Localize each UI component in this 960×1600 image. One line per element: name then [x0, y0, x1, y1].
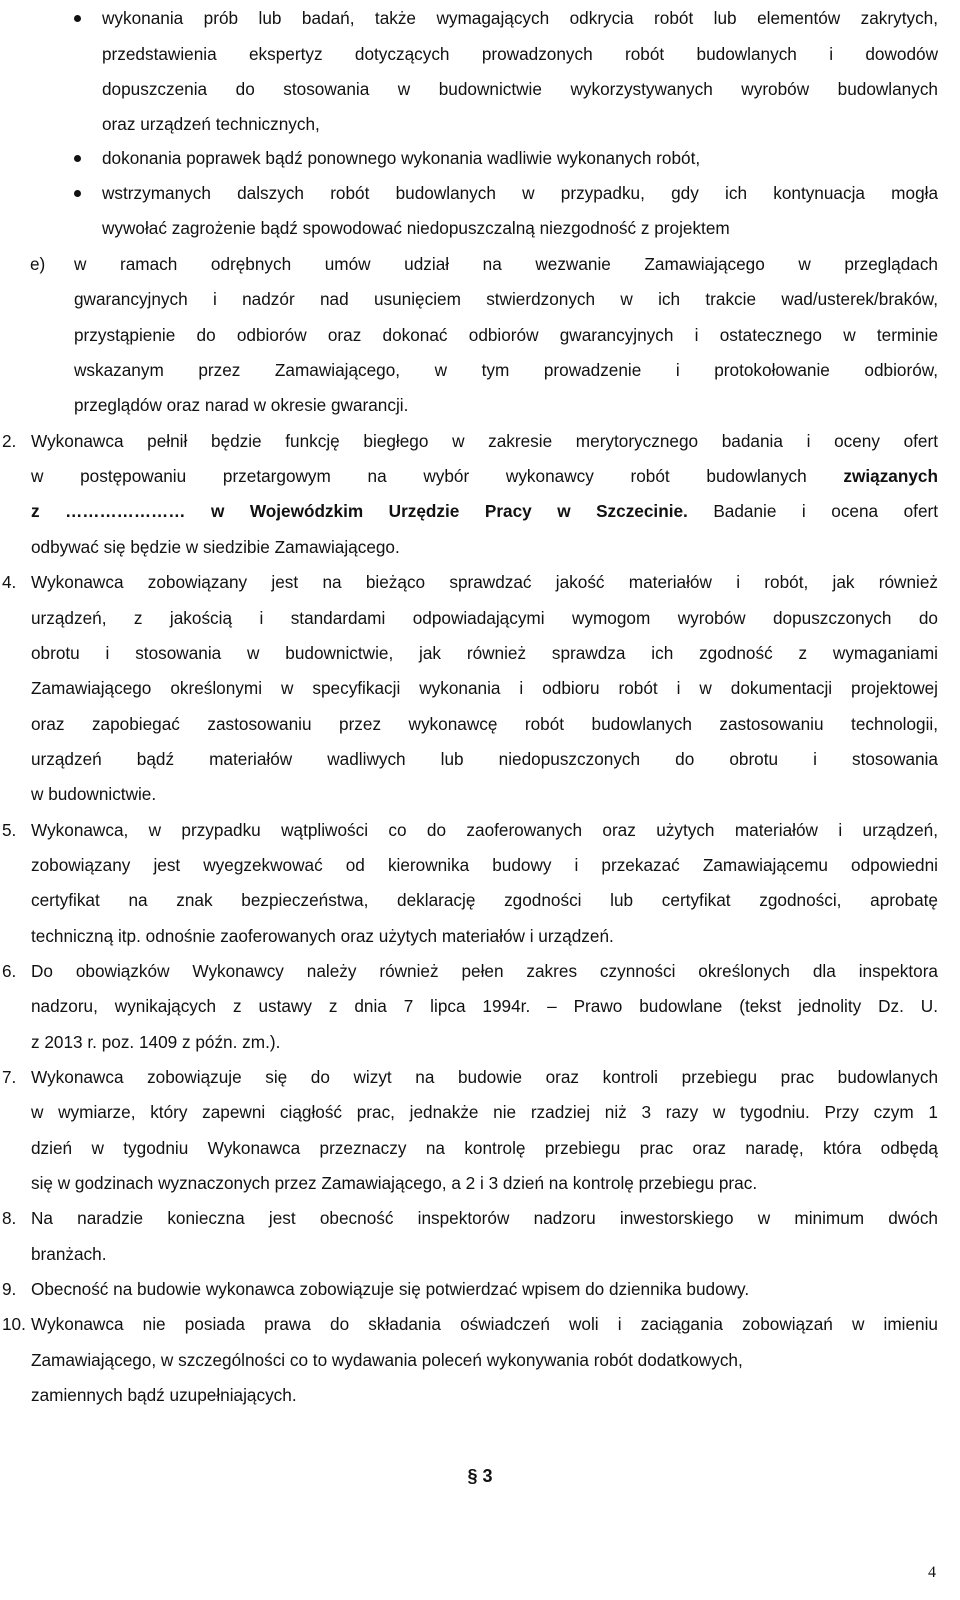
- item-10-line-3: zamiennych bądź uzupełniających.: [31, 1385, 297, 1405]
- item-4-line-4: Zamawiającego określonymi w specyfikacji wykonania i odbioru robót i w dokumentacji projektowej: [31, 678, 938, 698]
- item-5-label: 5.: [2, 820, 17, 840]
- bullet-1-line-1: wykonania prób lub badań, także wymagających odkrycia robót lub elementów zakrytych,: [102, 8, 938, 28]
- item-2-line-2-plain: w postępowaniu przetargowym na wybór wykonawcy robót budowlanych: [31, 466, 844, 486]
- item-8-line-1: Na naradzie konieczna jest obecność inspektorów nadzoru inwestorskiego w minimum dwóch: [31, 1208, 938, 1228]
- item-e-line-2: gwarancyjnych i nadzór nad usunięciem stwierdzonych w ich trakcie wad/usterek/braków,: [74, 289, 938, 309]
- bullet-2-line-1: dokonania poprawek bądź ponownego wykonania wadliwie wykonanych robót,: [102, 148, 701, 168]
- item-7-line-4: się w godzinach wyznaczonych przez Zamawiającego, a 2 i 3 dzień na kontrolę przebiegu prac.: [31, 1173, 758, 1193]
- item-e-line-4: wskazanym przez Zamawiającego, w tym prowadzenie i protokołowanie odbiorów,: [74, 360, 938, 380]
- item-2-line-3-bold: z ………………… w Wojewódzkim Urzędzie Pracy w Szczecinie.: [31, 501, 688, 521]
- section-heading: § 3: [467, 1466, 493, 1486]
- item-7-line-2: w wymiarze, który zapewni ciągłość prac, jednakże nie rzadziej niż 3 razy w tygodniu. Przy czym 1: [31, 1102, 938, 1122]
- item-5-line-3: certyfikat na znak bezpieczeństwa, deklarację zgodności lub certyfikat zgodności, aprobatę: [31, 890, 938, 910]
- item-10-line-2: Zamawiającego, w szczególności co to wydawania poleceń wykonywania robót dodatkowych,: [31, 1350, 743, 1370]
- bullet-1-line-3: dopuszczenia do stosowania w budownictwie wykorzystywanych wyrobów budowlanych: [102, 79, 938, 99]
- item-6-line-1: Do obowiązków Wykonawcy należy również pełen zakres czynności określonych dla inspektora: [31, 961, 938, 981]
- item-4-line-3: obrotu i stosowania w budownictwie, jak również sprawdza ich zgodność z wymaganiami: [31, 643, 938, 663]
- item-e-line-5: przeglądów oraz narad w okresie gwarancji.: [74, 395, 409, 415]
- item-2-line-4: odbywać się będzie w siedzibie Zamawiającego.: [31, 537, 400, 557]
- item-2-line-1: Wykonawca pełnił będzie funkcję biegłego w zakresie merytorycznego badania i oceny ofert: [31, 431, 938, 451]
- item-10-line-1: Wykonawca nie posiada prawa do składania oświadczeń woli i zaciągania zobowiązań w imieniu: [31, 1314, 938, 1334]
- item-2-line-2: [31, 466, 938, 486]
- bullet-dot: [74, 155, 81, 162]
- page-number: 4: [928, 1564, 936, 1581]
- item-2-line-2-bold: związanych: [843, 466, 938, 486]
- item-4-line-7: w budownictwie.: [31, 784, 157, 804]
- item-6-label: 6.: [2, 961, 17, 981]
- item-6-line-3: z 2013 r. poz. 1409 z późn. zm.).: [31, 1032, 281, 1052]
- item-9-label: 9.: [2, 1279, 17, 1299]
- bullet-dot: [74, 15, 81, 22]
- item-2-line-3-plain: Badanie i ocena ofert: [687, 501, 938, 521]
- item-7-line-1: Wykonawca zobowiązuje się do wizyt na budowie oraz kontroli przebiegu prac budowlanych: [31, 1067, 938, 1087]
- bullet-3-line-2: wywołać zagrożenie bądź spowodować niedopuszczalną niezgodność z projektem: [102, 218, 730, 238]
- item-2-line-3: [31, 501, 938, 521]
- item-8-line-2: branżach.: [31, 1244, 107, 1264]
- item-4-line-1: Wykonawca zobowiązany jest na bieżąco sprawdzać jakość materiałów i robót, jak również: [31, 572, 938, 592]
- bullet-3-line-1: wstrzymanych dalszych robót budowlanych w przypadku, gdy ich kontynuacja mogła: [102, 183, 938, 203]
- item-10-label: 10.: [2, 1314, 26, 1334]
- item-5-line-2: zobowiązany jest wyegzekwować od kierownika budowy i przekazać Zamawiającemu odpowiedni: [31, 855, 938, 875]
- item-4-line-2: urządzeń, z jakością i standardami odpowiadającymi wymogom wyrobów dopuszczonych do: [31, 608, 938, 628]
- bullet-1-line-4: oraz urządzeń technicznych,: [102, 114, 320, 134]
- item-e-line-3: przystąpienie do odbiorów oraz dokonać odbiorów gwarancyjnych i ostatecznego w terminie: [74, 325, 938, 345]
- item-6-line-2: nadzoru, wynikających z ustawy z dnia 7 lipca 1994r. – Prawo budowlane (tekst jednolity Dz. U.: [31, 996, 938, 1016]
- item-2-label: 2.: [2, 431, 17, 451]
- item-7-label: 7.: [2, 1067, 17, 1087]
- item-4-label: 4.: [2, 572, 17, 592]
- item-4-line-6: urządzeń bądź materiałów wadliwych lub niedopuszczonych do obrotu i stosowania: [31, 749, 938, 769]
- bullet-1-line-2: przedstawienia ekspertyz dotyczących prowadzonych robót budowlanych i dowodów: [102, 44, 938, 64]
- item-5-line-1: Wykonawca, w przypadku wątpliwości co do zaoferowanych oraz użytych materiałów i urządzeń,: [31, 820, 938, 840]
- item-7-line-3: dzień w tygodniu Wykonawca przeznaczy na kontrolę przebiegu prac oraz naradę, która odbędą: [31, 1138, 938, 1158]
- bullet-dot: [74, 190, 81, 197]
- item-8-label: 8.: [2, 1208, 17, 1228]
- item-5-line-4: techniczną itp. odnośnie zaoferowanych oraz użytych materiałów i urządzeń.: [31, 926, 614, 946]
- item-e-line-1: w ramach odrębnych umów udział na wezwanie Zamawiającego w przeglądach: [74, 254, 938, 274]
- item-9-line-1: Obecność na budowie wykonawca zobowiązuje się potwierdzać wpisem do dziennika budowy.: [31, 1279, 750, 1299]
- item-e-label: e): [30, 254, 46, 274]
- item-4-line-5: oraz zapobiegać zastosowaniu przez wykonawcę robót budowlanych zastosowaniu technologii,: [31, 714, 938, 734]
